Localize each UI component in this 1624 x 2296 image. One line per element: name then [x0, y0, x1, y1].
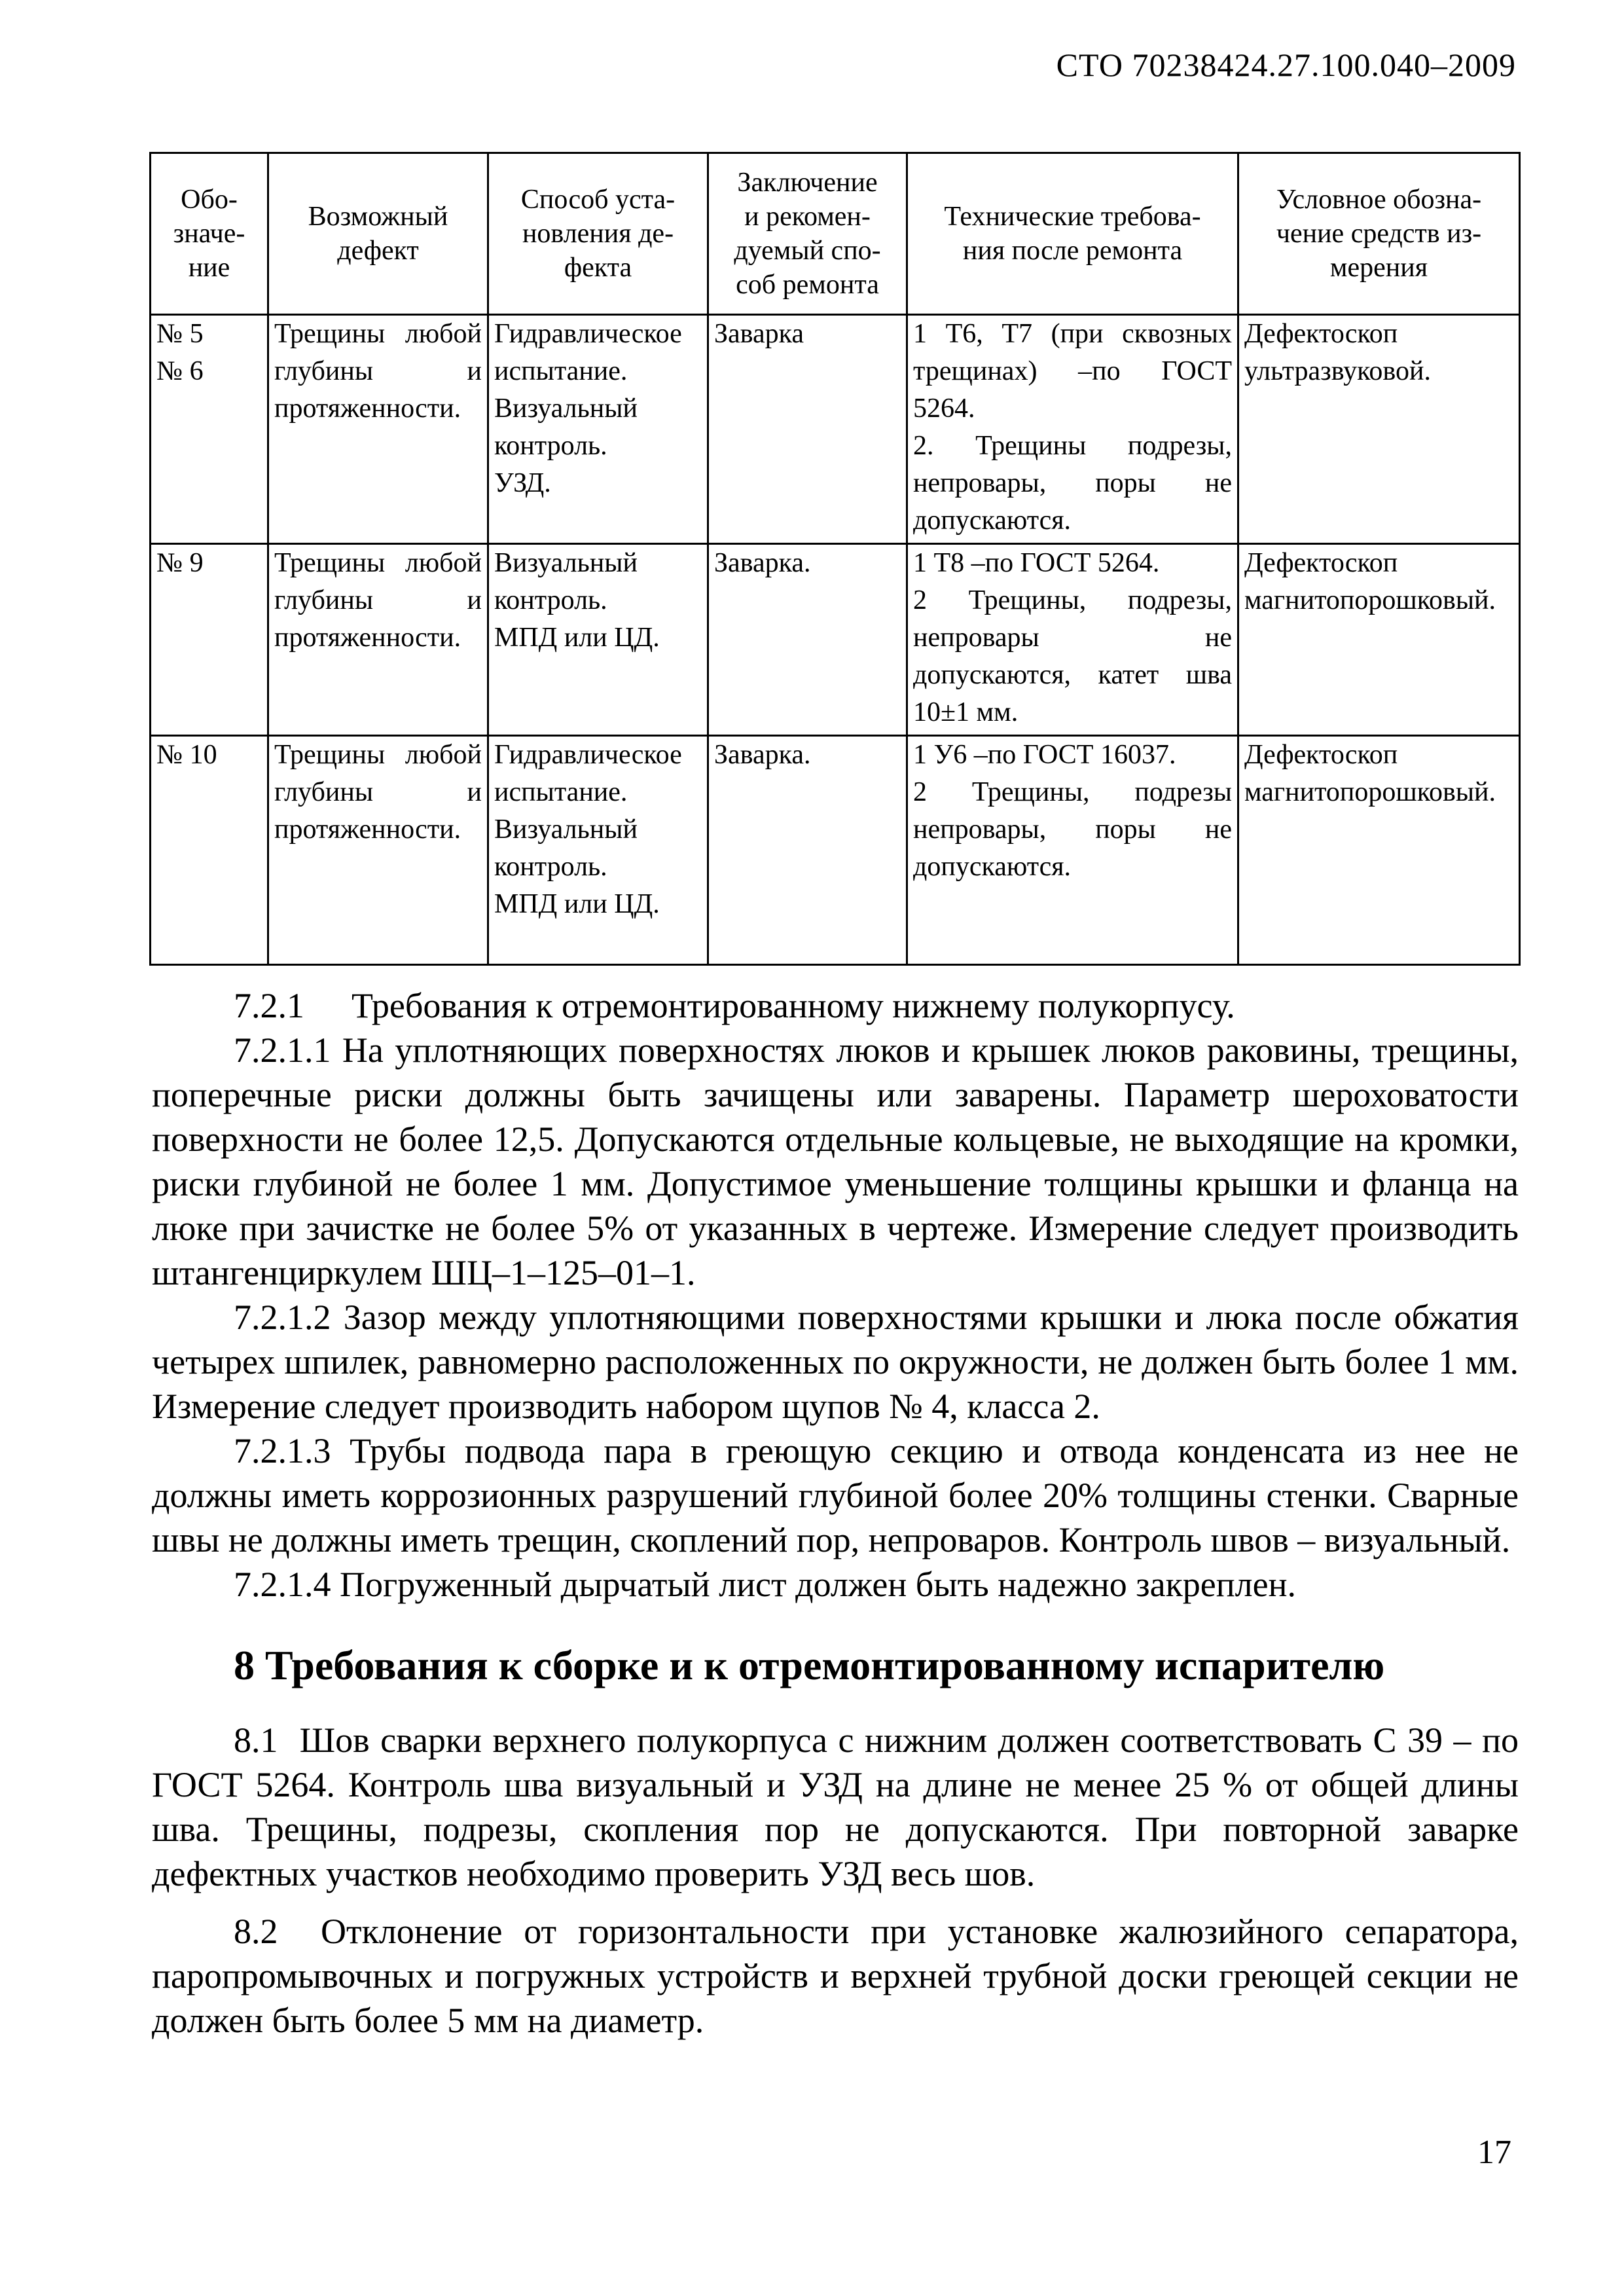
- section-8-heading: 8 Требования к сборке и к отремонтированному испарителю: [234, 1642, 1385, 1688]
- header-instrument: Условное обозна- чение средств из- мерения: [1238, 153, 1520, 315]
- cell-designation: № 5 № 6: [151, 315, 268, 544]
- paragraph-7-2-1-1: [152, 1028, 1519, 1295]
- document-code-header: СТО 70238424.27.100.040–2009: [1056, 46, 1516, 83]
- paragraph-7-2-1-4: [152, 1562, 1519, 1607]
- cell-defect: Трещины любой глубины и протяженности.: [268, 315, 488, 544]
- cell-instrument: Дефектоскоп магнитопорошковый.: [1238, 544, 1520, 736]
- cell-requirements: 1 У6 –по ГОСТ 16037. 2 Трещины, подрезы непровары, поры не допускаются.: [907, 736, 1238, 965]
- paragraph-number: 7.2.1.3: [234, 1431, 331, 1470]
- paragraph-text: Требования к отремонтированному нижнему полукорпусу.: [352, 986, 1235, 1025]
- document-body: [152, 983, 1519, 2043]
- page-number: 17: [1477, 2134, 1511, 2171]
- paragraph-number: 7.2.1.2: [234, 1298, 331, 1337]
- header-defect: Возможный дефект: [268, 153, 488, 315]
- cell-instrument: Дефектоскоп ультразвуковой.: [1238, 315, 1520, 544]
- paragraph-8-1: [152, 1718, 1519, 1896]
- table-row: [151, 315, 1520, 544]
- cell-method: Гидравлическое испытание. Визуальный контроль. МПД или ЦД.: [488, 736, 708, 965]
- cell-designation: № 10: [151, 736, 268, 965]
- header-repair: Заключение и рекомен- дуемый спо- соб ремонта: [708, 153, 907, 315]
- paragraph-text: Погруженный дырчатый лист должен быть надежно закреплен.: [340, 1565, 1296, 1604]
- header-designation: Обо- значе- ние: [151, 153, 268, 315]
- cell-defect: Трещины любой глубины и протяженности.: [268, 736, 488, 965]
- cell-designation: № 9: [151, 544, 268, 736]
- paragraph-text: Отклонение от горизонтальности при установке жалюзийного сепаратора, паропромывочных и погружных устройств и верхней трубной доски греющей секции не должен быть более 5 мм на диаметр.: [152, 1912, 1519, 2040]
- cell-defect: Трещины любой глубины и протяженности.: [268, 544, 488, 736]
- paragraph-text: На уплотняющих поверхностях люков и крышек люков раковины, трещины, поперечные риски должны быть зачищены или заварены. Параметр шероховатости поверхности не более 12,5. Допускаются отдельные кольцевые, не выходящие на кромки, риски глубиной не более 1 мм. Допустимое уменьшение толщины крышки и фланца на люке при зачистке не более 5% от указанных в чертеже. Измерение следует производить штангенциркулем ШЦ–1–125–01–1.: [152, 1030, 1519, 1292]
- paragraph-number: 7.2.1.1: [234, 1030, 331, 1070]
- header-requirements: Технические требова- ния после ремонта: [907, 153, 1238, 315]
- paragraph-number: 8.2: [234, 1912, 278, 1951]
- table-row: [151, 736, 1520, 965]
- paragraph-7-2-1-2: [152, 1295, 1519, 1429]
- cell-repair: Заварка.: [708, 736, 907, 965]
- table-row: [151, 544, 1520, 736]
- defects-table: [149, 152, 1521, 966]
- paragraph-number: 7.2.1: [234, 986, 304, 1025]
- paragraph-text: Шов сварки верхнего полукорпуса с нижним должен соответствовать С 39 – по ГОСТ 5264. Контроль шва визуальный и УЗД на длине не менее 25 % от общей длины шва. Трещины, подрезы, скопления пор не допускаются. При повторной заварке дефектных участков необходимо проверить УЗД весь шов.: [152, 1721, 1519, 1893]
- cell-method: Визуальный контроль. МПД или ЦД.: [488, 544, 708, 736]
- cell-repair: Заварка.: [708, 544, 907, 736]
- header-detection-method: Способ уста- новления де- фекта: [488, 153, 708, 315]
- cell-requirements: 1 Т8 –по ГОСТ 5264. 2 Трещины, подрезы, непровары не допускаются, катет шва 10±1 мм.: [907, 544, 1238, 736]
- paragraph-text: Трубы подвода пара в греющую секцию и отвода конденсата из нее не должны иметь коррозионных разрушений глубиной более 20% толщины стенки. Сварные швы не должны иметь трещин, скоплений пор, непроваров. Контроль швов – визуальный.: [152, 1431, 1519, 1559]
- cell-method: Гидравлическое испытание. Визуальный контроль. УЗД.: [488, 315, 708, 544]
- cell-requirements: 1 Т6, Т7 (при сквозных трещинах) –по ГОСТ 5264. 2. Трещины подрезы, непровары, поры не допускаются.: [907, 315, 1238, 544]
- cell-repair: Заварка: [708, 315, 907, 544]
- paragraph-number: 8.1: [234, 1721, 278, 1760]
- cell-instrument: Дефектоскоп магнитопорошковый.: [1238, 736, 1520, 965]
- paragraph-7-2-1-3: [152, 1429, 1519, 1562]
- table-header-row: [151, 153, 1520, 315]
- paragraph-text: Зазор между уплотняющими поверхностями крышки и люка после обжатия четырех шпилек, равномерно расположенных по окружности, не должен быть более 1 мм. Измерение следует производить набором щупов № 4, класса 2.: [152, 1298, 1519, 1426]
- paragraph-number: 7.2.1.4: [234, 1565, 331, 1604]
- paragraph-7-2-1: [152, 983, 1519, 1028]
- paragraph-8-2: [152, 1909, 1519, 2043]
